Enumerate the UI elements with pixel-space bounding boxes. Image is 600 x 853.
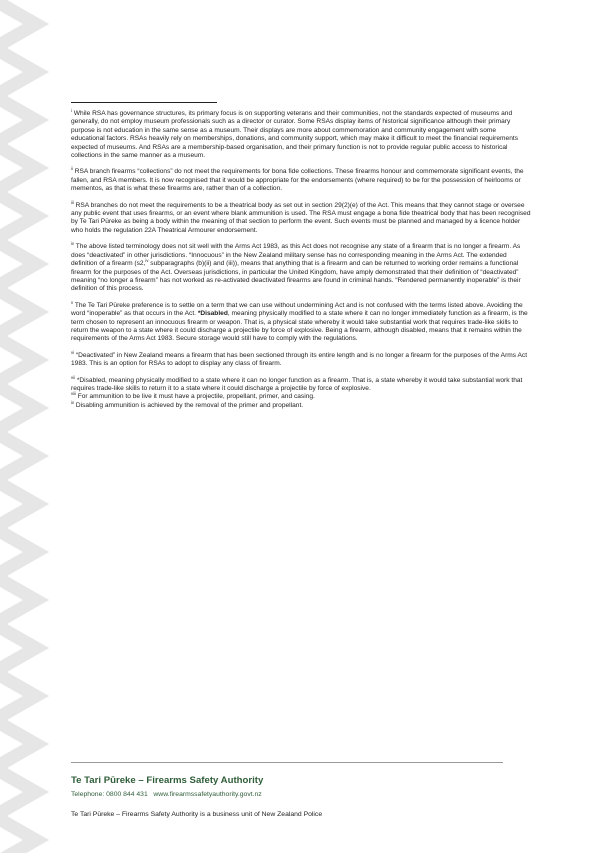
footnote-text: *Disabled, meaning physically modified to a state where it can no longer function as a firearm. That is, a state whereby it would take substantial work that requires trade-like skills to return it to a state where it could discharge a projectile by force of explosive. [71,376,523,392]
footnote-viii [71,393,531,401]
footnote-text: The Te Tari Pūreke preference is to settle on a term that we can use without undermining Act and is not confused with the terms listed above. Avoiding the word “inoperable” as that occurs in the Act. [71,301,523,318]
footnotes-section [71,110,531,410]
chevron-stripe [0,144,36,192]
footnote-text: “Deactivated” in New Zealand means a firearm that has been sectioned through its entire length and is no longer a firearm for the purposes of the Arms Act 1983. This is an option for RSAs to adopt to display any class of firearm. [71,351,528,368]
chevron-stripe [0,528,36,576]
chevron-stripe [0,816,36,853]
footnote-ii [71,168,531,193]
chevron-stripe [0,480,36,528]
footnote-v [71,299,531,344]
chevron-stripe [0,576,36,624]
chevron-stripe [0,624,36,672]
footnote-iii [71,199,531,236]
footnote-text: RSA branch firearms “collections” do not meet the requirements for bona fide collections. These firearms honour and commemorate significant events, the fallen, and RSA members. It is now recognised that it would be appropriate for the endorsements (where required) to be for the possession of heirlooms or mementos, as that is what these firearms are, rather than of a collection. [71,168,524,193]
decorative-chevron-pattern [0,0,60,853]
footnote-vi [71,349,531,369]
footnote-marker: vii [71,374,75,380]
footer-divider [71,762,503,763]
footnote-text-continued: subparagraphs (b)(ii) and (iii)), means that anything that is a firearm and can be returned to working order remains a functional firearm for the purposes of the Act. Overseas jurisdictions, in particular the United Kingdom, have amply demonstrated that their definition of “deactivated” meaning “no longer a firearm” has not worked as re-activated deactivated firearms are found in criminal hands. “Rendered permanently inoperable” is their definition of this process. [71,260,521,293]
chevron-stripe [0,48,36,96]
footnote-marker: iii [71,199,74,205]
chevron-stripe [0,672,36,720]
inline-footnote-marker: iv [145,258,149,264]
footnote-marker: ii [71,166,73,172]
organisation-name: Te Tari Pūreke – Firearms Safety Authority [71,775,264,786]
footnote-marker: viii [71,391,76,397]
chevron-stripe [0,288,36,336]
chevron-stripe [0,720,36,768]
footnote-ix [71,399,531,410]
footnote-text: While RSA has governance structures, its primary focus is on supporting veterans and their communities, not the standards expected of museums and generally, do not employ museum professionals such as a director or curator. Some RSAs display items of historical significance although their primary purpose is not education in the same sense as a museum. Their displays are more about commemoration and community engagement with some educational factors. RSAs heavily rely on memberships, donations, and community support, which may make it difficult to meet the financial requirements expected of museums. And RSAs are a membership-based organisation, and their primary function is not to provide regular public access to historical collections in the same manner as a museum. [71,110,519,160]
chevron-stripe [0,384,36,432]
chevron-stripe [0,0,36,48]
chevron-stripe [0,192,36,240]
chevron-stripe [0,96,36,144]
contact-details: Telephone: 0800 844 431 www.firearmssafetyauthority.govt.nz [71,791,262,798]
footnote-i [71,110,531,160]
footnote-marker: v [71,299,74,305]
chevron-stripe [0,336,36,384]
footnote-text: RSA branches do not meet the requirements to be a theatrical body as set out in section 29(2)(e) of the Act. This means that they cannot stage or oversee any public event that uses firearms, or an event where blank ammunition is used. The RSA must engage a bona fide theatrical body that has been recognised by Te Tari Pūreke as being a body within the meaning of that section to perform the event. Such events must be planned and managed by a licence holder who holds the regulation 22A Theatrical Armourer endorsement. [71,201,531,234]
footnote-marker: vi [71,349,75,355]
footnote-text: For ammunition to be live it must have a projectile, propellant, primer, and casing. [77,393,315,401]
chevron-stripe [0,768,36,816]
footnote-text: Disabling ammunition is achieved by the removal of the primer and propellant. [75,401,304,409]
business-unit-statement: Te Tari Pūreke – Firearms Safety Authority is a business unit of New Zealand Police [71,811,323,818]
footnote-text-continued: , meaning physically modified to a state where it can no longer immediately function as a firearm, is the term chosen to represent an innocuous firearm or weapon. That is, a physical state whereby it would take substantial work that requires trade-like skills to return the weapon to a state where it could discharge a projectile by force of explosive. Being a firearm, although disabled, means that it remains within the requirements of the Arms Act 1983. Secure storage would still have to comply with the regulations. [71,310,528,343]
disabled-term: *Disabled [197,310,228,318]
footnote-marker: ix [71,399,75,405]
footnote-separator [71,102,217,103]
footnote-text: The above listed terminology does not sit well with the Arms Act 1983, as this Act does not recognise any state of a firearm that is no longer a firearm. As does “deactivated” in other jurisdictions. “Innocuous” in the New Zealand military sense has no corresponding meaning in the Arms Act. The extended definition of a firearm (s2, [71,243,521,268]
footnote-marker: iv [71,241,75,247]
footnote-iv [71,243,531,293]
chevron-stripe [0,240,36,288]
footnote-marker: i [71,108,72,113]
chevron-stripe [0,432,36,480]
